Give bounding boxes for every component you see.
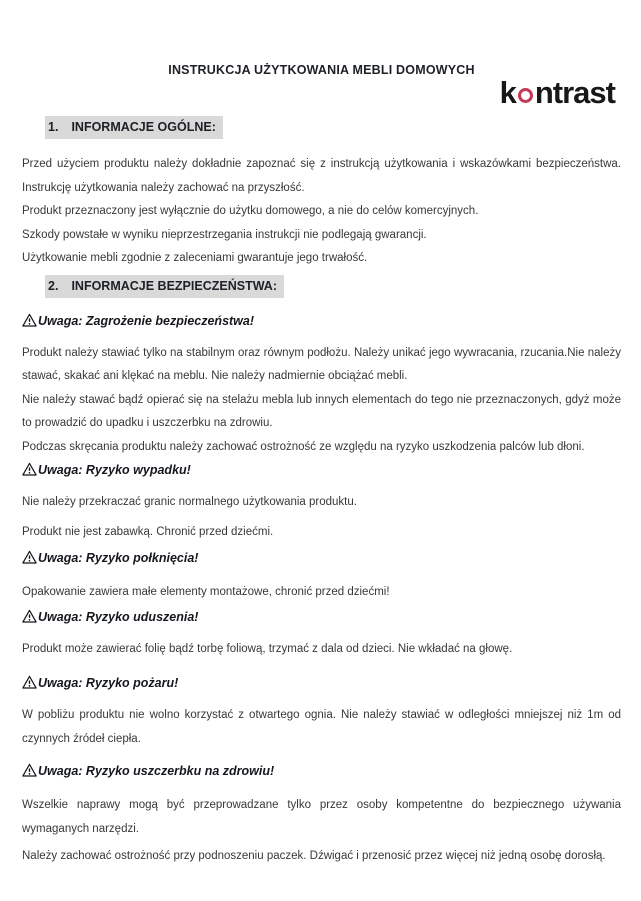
- warning-title: Uwaga: Ryzyko wypadku!: [38, 463, 191, 477]
- paragraph: Produkt nie jest zabawką. Chronić przed dziećmi.: [22, 525, 274, 538]
- paragraph: Produkt należy stawiać tylko na stabilnym oraz równym podłożu. Należy unikać jego wywracania, rzucania.Nie należy stawać, skakać ani klękać na meblu. Nie należy nadmiernie obciążać mebli.: [22, 346, 621, 382]
- paragraph: Nie należy stawać bądź opierać się na stelażu mebla lub innych elementach do tego nie przeznaczonych, gdyż może to prowadzić do upadku i uszczerbku na zdrowiu.: [22, 393, 621, 429]
- warning-triangle-icon: [22, 550, 37, 564]
- warning-heading: [22, 762, 621, 780]
- warning-title: Uwaga: Ryzyko pożaru!: [38, 676, 179, 690]
- paragraph: Produkt przeznaczony jest wyłącznie do użytku domowego, a nie do celów komercyjnych.: [22, 205, 479, 217]
- warning-title: Uwaga: Ryzyko połknięcia!: [38, 551, 199, 565]
- page-title: INSTRUKCJA UŻYTKOWANIA MEBLI DOMOWYCH: [168, 63, 475, 77]
- warning-title: Uwaga: Ryzyko uduszenia!: [38, 609, 199, 624]
- warning-heading: [22, 608, 621, 626]
- paragraph: Nie należy przekraczać granic normalnego użytkowania produktu.: [22, 496, 357, 508]
- section-1-number: 1.: [48, 120, 59, 134]
- section-1-heading: [45, 116, 223, 139]
- warning-heading: [22, 461, 621, 479]
- warning-title: Uwaga: Zagrożenie bezpieczeństwa!: [38, 313, 255, 328]
- paragraph: Wszelkie naprawy mogą być przeprowadzane tylko przez osoby kompetentne do bezpiecznego używania wymaganych narzędzi.: [22, 799, 621, 835]
- warning-title: Uwaga: Ryzyko uszczerbku na zdrowiu!: [38, 764, 275, 778]
- warning-heading: [22, 674, 621, 692]
- warning-heading: [22, 549, 621, 567]
- section-2-heading: [45, 275, 284, 298]
- paragraph: Produkt może zawierać folię bądź torbę foliową, trzymać z dala od dzieci. Nie wkładać na głowę.: [22, 642, 513, 655]
- warning-heading: [22, 312, 621, 330]
- section-2-heading-text: INFORMACJE BEZPIECZEŃSTWA:: [71, 278, 277, 293]
- warning-triangle-icon: [22, 763, 37, 777]
- logo-o-ring-icon: [518, 88, 533, 103]
- document-page: [0, 62, 641, 901]
- warning-triangle-icon: [22, 313, 37, 327]
- section-1-heading-text: INFORMACJE OGÓLNE:: [71, 120, 216, 134]
- warning-triangle-icon: [22, 462, 37, 476]
- warning-triangle-icon: [22, 609, 37, 623]
- paragraph: Przed użyciem produktu należy dokładnie zapoznać się z instrukcją użytkowania i wskazówkami bezpieczeństwa. Instrukcję użytkowania należy zachować na przyszłość.: [22, 158, 621, 194]
- paragraph: Użytkowanie mebli zgodnie z zaleceniami gwarantuje jego trwałość.: [22, 252, 368, 264]
- paragraph: Szkody powstałe w wyniku nieprzestrzegania instrukcji nie podlegają gwarancji.: [22, 228, 427, 241]
- paragraph: W pobliżu produktu nie wolno korzystać z otwartego ognia. Nie należy stawiać w odległości mniejszej niż 1m od czynnych źródeł ciepła.: [22, 709, 621, 745]
- paragraph: Podczas skręcania produktu należy zachować ostrożność ze względu na ryzyko uszkodzenia palców lub dłoni.: [22, 440, 585, 453]
- paragraph: Należy zachować ostrożność przy podnoszeniu paczek. Dźwigać i przenosić przez więcej niż jedną osobę dorosłą.: [22, 850, 606, 862]
- warning-triangle-icon: [22, 675, 37, 689]
- logo-text-part2: ntrast: [534, 75, 615, 110]
- kontrast-logo: [500, 76, 615, 110]
- paragraph: Opakowanie zawiera małe elementy montażowe, chronić przed dziećmi!: [22, 586, 390, 598]
- logo-text-part1: k: [499, 75, 516, 110]
- section-2-number: 2.: [48, 278, 59, 293]
